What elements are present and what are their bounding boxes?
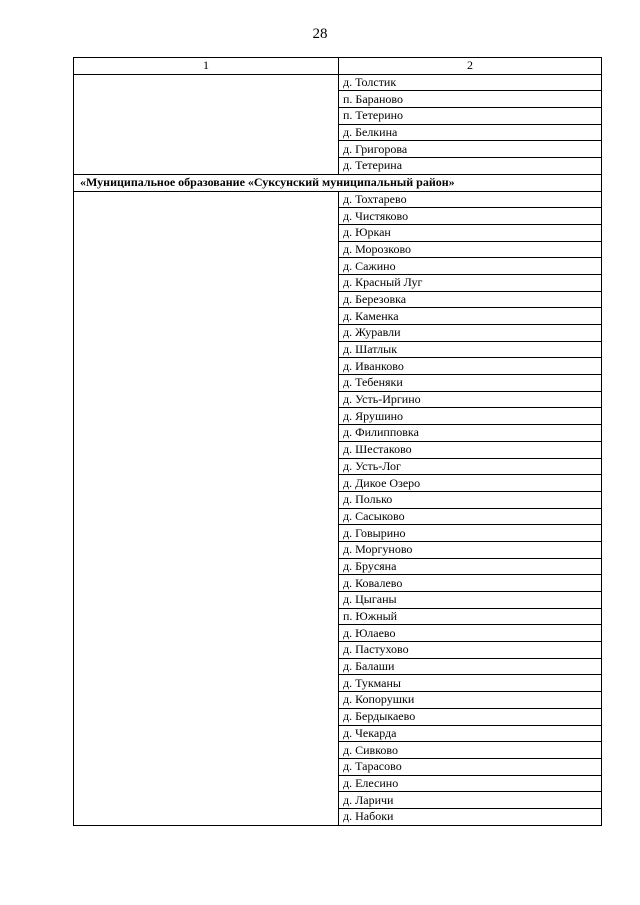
settlement-name: п. Бараново	[339, 91, 602, 108]
settlement-name: д. Сасыково	[339, 508, 602, 525]
page-number: 28	[312, 26, 328, 42]
settlement-name: д. Ярушино	[339, 408, 602, 425]
settlement-name: д. Цыганы	[339, 592, 602, 609]
settlement-name: д. Юлаево	[339, 625, 602, 642]
settlement-name: д. Бердыкаево	[339, 708, 602, 725]
settlement-name: д. Сажино	[339, 258, 602, 275]
settlement-name: д. Чекарда	[339, 725, 602, 742]
settlement-name: д. Дикое Озеро	[339, 475, 602, 492]
settlement-name: п. Тетерино	[339, 108, 602, 125]
settlement-name: д. Иванково	[339, 358, 602, 375]
settlement-name: д. Тетерина	[339, 158, 602, 175]
settlement-name: д. Набоки	[339, 808, 602, 825]
settlement-name: д. Юркан	[339, 224, 602, 241]
settlement-name: д. Григорова	[339, 141, 602, 158]
settlement-name: д. Ковалево	[339, 575, 602, 592]
settlement-name: д. Шестаково	[339, 441, 602, 458]
table-row	[74, 191, 602, 208]
table-row	[74, 74, 602, 91]
settlement-name: д. Тарасово	[339, 758, 602, 775]
settlement-name: д. Усть-Лог	[339, 458, 602, 475]
settlement-name: д. Чистяково	[339, 208, 602, 225]
table-body	[74, 74, 602, 825]
empty-cell	[74, 74, 339, 174]
settlement-name: д. Брусяна	[339, 558, 602, 575]
settlement-name: д. Березовка	[339, 291, 602, 308]
settlement-name: д. Полько	[339, 491, 602, 508]
settlement-name: д. Усть-Иргино	[339, 391, 602, 408]
settlement-name: д. Тохтарево	[339, 191, 602, 208]
settlement-name: д. Копорушки	[339, 692, 602, 709]
settlement-name: д. Белкина	[339, 124, 602, 141]
settlement-name: д. Ларичи	[339, 792, 602, 809]
settlement-name: д. Сивково	[339, 742, 602, 759]
settlements-table	[73, 57, 602, 826]
settlement-name: д. Говырино	[339, 525, 602, 542]
settlement-name: д. Пастухово	[339, 642, 602, 659]
column-header-1: 1	[74, 58, 339, 75]
column-header-2: 2	[339, 58, 602, 75]
settlement-name: п. Южный	[339, 608, 602, 625]
section-title: «Муниципальное образование «Суксунский муниципальный район»	[74, 174, 602, 191]
settlement-name: д. Морозково	[339, 241, 602, 258]
settlement-name: д. Журавли	[339, 325, 602, 342]
settlement-name: д. Балаши	[339, 658, 602, 675]
section-row	[74, 174, 602, 191]
settlement-name: д. Елесино	[339, 775, 602, 792]
settlement-name: д. Шатлык	[339, 341, 602, 358]
settlement-name: д. Моргуново	[339, 541, 602, 558]
settlement-name: д. Красный Луг	[339, 274, 602, 291]
empty-cell	[74, 191, 339, 825]
settlement-name: д. Каменка	[339, 308, 602, 325]
settlement-name: д. Толстик	[339, 74, 602, 91]
settlement-name: д. Тукманы	[339, 675, 602, 692]
table-header-row	[74, 58, 602, 75]
settlement-name: д. Тебеняки	[339, 375, 602, 392]
settlement-name: д. Филипповка	[339, 425, 602, 442]
